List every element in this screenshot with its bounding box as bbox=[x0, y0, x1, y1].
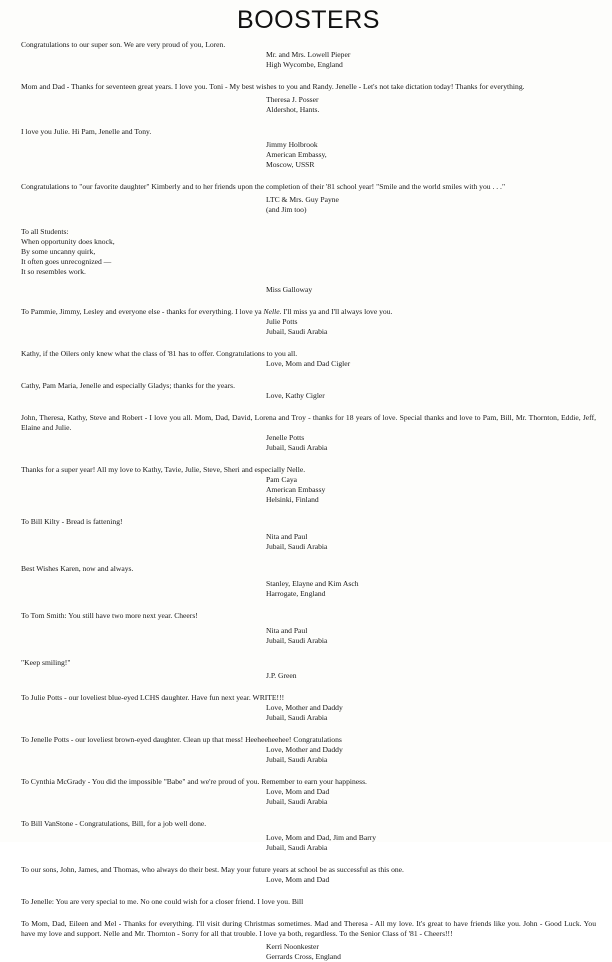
booster-entry bbox=[21, 227, 596, 295]
message-text: . I'll miss ya and I'll always love you. bbox=[279, 307, 393, 316]
booster-signature bbox=[266, 359, 596, 369]
booster-signature bbox=[266, 579, 596, 599]
signature-line: Love, Kathy Cigler bbox=[266, 391, 325, 400]
booster-signature bbox=[266, 391, 596, 401]
booster-message: To Mom, Dad, Eileen and Mel - Thanks for everything. I'll visit during Christmas sometimes. Mad and Theresa - All my love. It's great to have friends like you. John - Good Luck. You have my love and support. Nelle and Mr. Thornton - Sorry for all that trouble. I love ya both, regardless. To the Senior Class of '81 - Cheers!!! bbox=[21, 919, 596, 938]
booster-message: I love you Julie. Hi Pam, Jenelle and Tony. bbox=[21, 127, 152, 136]
booster-signature bbox=[266, 671, 596, 681]
signature-line: LTC & Mrs. Guy Payne bbox=[266, 195, 339, 204]
signature-line: Jubail, Saudi Arabia bbox=[266, 713, 328, 722]
booster-message: Best Wishes Karen, now and always. bbox=[21, 564, 134, 573]
signature-line: Nita and Paul bbox=[266, 532, 308, 541]
message-text: To Pammie, Jimmy, Lesley and everyone else - thanks for everything. I love ya bbox=[21, 307, 264, 316]
signature-line: Helsinki, Finland bbox=[266, 495, 319, 504]
booster-message: To Julie Potts - our loveliest blue-eyed LCHS daughter. Have fun next year. WRITE!!! bbox=[21, 693, 285, 702]
signature-line: Stanley, Elayne and Kim Asch bbox=[266, 579, 359, 588]
signature-line: (and Jim too) bbox=[266, 205, 307, 214]
booster-message: Cathy, Pam Maria, Jenelle and especially Gladys; thanks for the years. bbox=[21, 381, 235, 390]
booster-signature bbox=[266, 942, 596, 962]
signature-line: Kerri Noonkester bbox=[266, 942, 319, 951]
booster-entry bbox=[21, 819, 596, 853]
signature-line: Moscow, USSR bbox=[266, 160, 315, 169]
signature-line: J.P. Green bbox=[266, 671, 297, 680]
signature-line: Jimmy Holbrook bbox=[266, 140, 318, 149]
booster-message: To Tom Smith: You still have two more next year. Cheers! bbox=[21, 611, 198, 620]
booster-entry bbox=[21, 564, 596, 599]
signature-line: Love, Mother and Daddy bbox=[266, 745, 343, 754]
signature-line: Miss Galloway bbox=[266, 285, 313, 294]
booster-entry bbox=[21, 307, 596, 337]
signature-line: Jubail, Saudi Arabia bbox=[266, 443, 328, 452]
signature-line: Aldershot, Hants. bbox=[266, 105, 320, 114]
signature-line: Nita and Paul bbox=[266, 626, 308, 635]
booster-entry bbox=[21, 735, 596, 765]
booster-message: To our sons, John, James, and Thomas, who always do their best. May your future years at school be as successful as this one. bbox=[21, 865, 404, 874]
signature-line: Love, Mother and Daddy bbox=[266, 703, 343, 712]
booster-poem: To all Students: When opportunity does knock, By some uncanny quirk, It often goes unrecognized — It so resembles work. bbox=[21, 227, 115, 276]
booster-entry bbox=[21, 182, 596, 215]
signature-line: Theresa J. Posser bbox=[266, 95, 319, 104]
booster-signature bbox=[266, 787, 596, 807]
signature-line: Harrogate, England bbox=[266, 589, 326, 598]
booster-signature bbox=[266, 703, 596, 723]
booster-signature bbox=[266, 833, 596, 853]
booster-message: To Cynthia McGrady - You did the impossible "Babe" and we're proud of you. Remember to earn your happiness. bbox=[21, 777, 367, 786]
booster-entry bbox=[21, 40, 596, 70]
booster-entry bbox=[21, 82, 596, 115]
signature-line: Jubail, Saudi Arabia bbox=[266, 843, 328, 852]
booster-message bbox=[21, 307, 596, 317]
signature-line: Love, Mom and Dad bbox=[266, 875, 330, 884]
signature-line: Love, Mom and Dad bbox=[266, 787, 330, 796]
booster-signature bbox=[266, 475, 596, 505]
booster-entry bbox=[21, 658, 596, 681]
booster-signature bbox=[266, 626, 596, 646]
signature-line: Julie Potts bbox=[266, 317, 298, 326]
booster-signature bbox=[266, 745, 596, 765]
booster-message: Congratulations to "our favorite daughter" Kimberly and to her friends upon the completion of their '81 school year! "Smile and the world smiles with you . . ." bbox=[21, 182, 506, 191]
signature-line: Jubail, Saudi Arabia bbox=[266, 636, 328, 645]
booster-signature bbox=[266, 433, 596, 453]
signature-line: Pam Caya bbox=[266, 475, 298, 484]
signature-line: Jubail, Saudi Arabia bbox=[266, 797, 328, 806]
booster-entry bbox=[21, 611, 596, 646]
signature-line: American Embassy bbox=[266, 485, 326, 494]
booster-signature bbox=[266, 317, 596, 337]
booster-entry bbox=[21, 865, 596, 885]
signature-line: High Wycombe, England bbox=[266, 60, 343, 69]
signature-line: Love, Mom and Dad, Jim and Barry bbox=[266, 833, 377, 842]
booster-signature bbox=[266, 532, 596, 552]
signature-line: Love, Mom and Dad Cigler bbox=[266, 359, 351, 368]
booster-signature bbox=[266, 95, 596, 115]
booster-entry bbox=[21, 777, 596, 807]
signature-line: Jenelle Potts bbox=[266, 433, 305, 442]
signature-line: Jubail, Saudi Arabia bbox=[266, 755, 328, 764]
booster-entry bbox=[21, 127, 596, 170]
booster-message: Congratulations to our super son. We are very proud of you, Loren. bbox=[21, 40, 226, 49]
booster-message: Thanks for a super year! All my love to Kathy, Tavie, Julie, Steve, Sheri and especially Nelle. bbox=[21, 465, 306, 474]
page-title: BOOSTERS bbox=[237, 6, 380, 34]
booster-signature bbox=[266, 875, 596, 885]
booster-entry bbox=[21, 413, 596, 453]
booster-message: To Bill VanStone - Congratulations, Bill, for a job well done. bbox=[21, 819, 207, 828]
booster-entry bbox=[21, 465, 596, 505]
booster-message: John, Theresa, Kathy, Steve and Robert - I love you all. Mom, Dad, David, Lorena and Troy - thanks for 18 years of love. Special thanks and love to Pam, Bill, Mr. Thornton, Eddie, Jeff, Elaine and Julie. bbox=[21, 413, 596, 432]
booster-signature bbox=[266, 140, 596, 170]
signature-line: Jubail, Saudi Arabia bbox=[266, 542, 328, 551]
signature-line: Jubail, Saudi Arabia bbox=[266, 327, 328, 336]
message-emphasis: Nelle bbox=[263, 307, 280, 316]
booster-message: Kathy, if the Oilers only knew what the class of '81 has to offer. Congratulations to you all. bbox=[21, 349, 298, 358]
signature-line: Mr. and Mrs. Lowell Pieper bbox=[266, 50, 351, 59]
booster-message: To Jenelle: You are very special to me. No one could wish for a closer friend. I love you. Bill bbox=[21, 897, 304, 906]
booster-entry bbox=[21, 693, 596, 723]
booster-message: "Keep smiling!" bbox=[21, 658, 71, 667]
signature-line: Gerrards Cross, England bbox=[266, 952, 341, 961]
booster-message: To Bill Kilty - Bread is fattening! bbox=[21, 517, 123, 526]
booster-entry bbox=[21, 381, 596, 401]
booster-entry bbox=[21, 897, 596, 907]
booster-signature bbox=[266, 285, 596, 295]
booster-message: To Jenelle Potts - our loveliest brown-eyed daughter. Clean up that mess! Heeheeheehee! Congratulations bbox=[21, 735, 342, 744]
signature-line: American Embassy, bbox=[266, 150, 327, 159]
booster-entry bbox=[21, 919, 596, 962]
booster-entry bbox=[21, 517, 596, 552]
booster-signature bbox=[266, 50, 596, 70]
booster-message: Mom and Dad - Thanks for seventeen great years. I love you. Toni - My best wishes to you and Randy. Jenelle - Let's not take dictation today! Thanks for everything. bbox=[21, 82, 525, 91]
booster-signature bbox=[266, 195, 596, 215]
booster-entry bbox=[21, 349, 596, 369]
